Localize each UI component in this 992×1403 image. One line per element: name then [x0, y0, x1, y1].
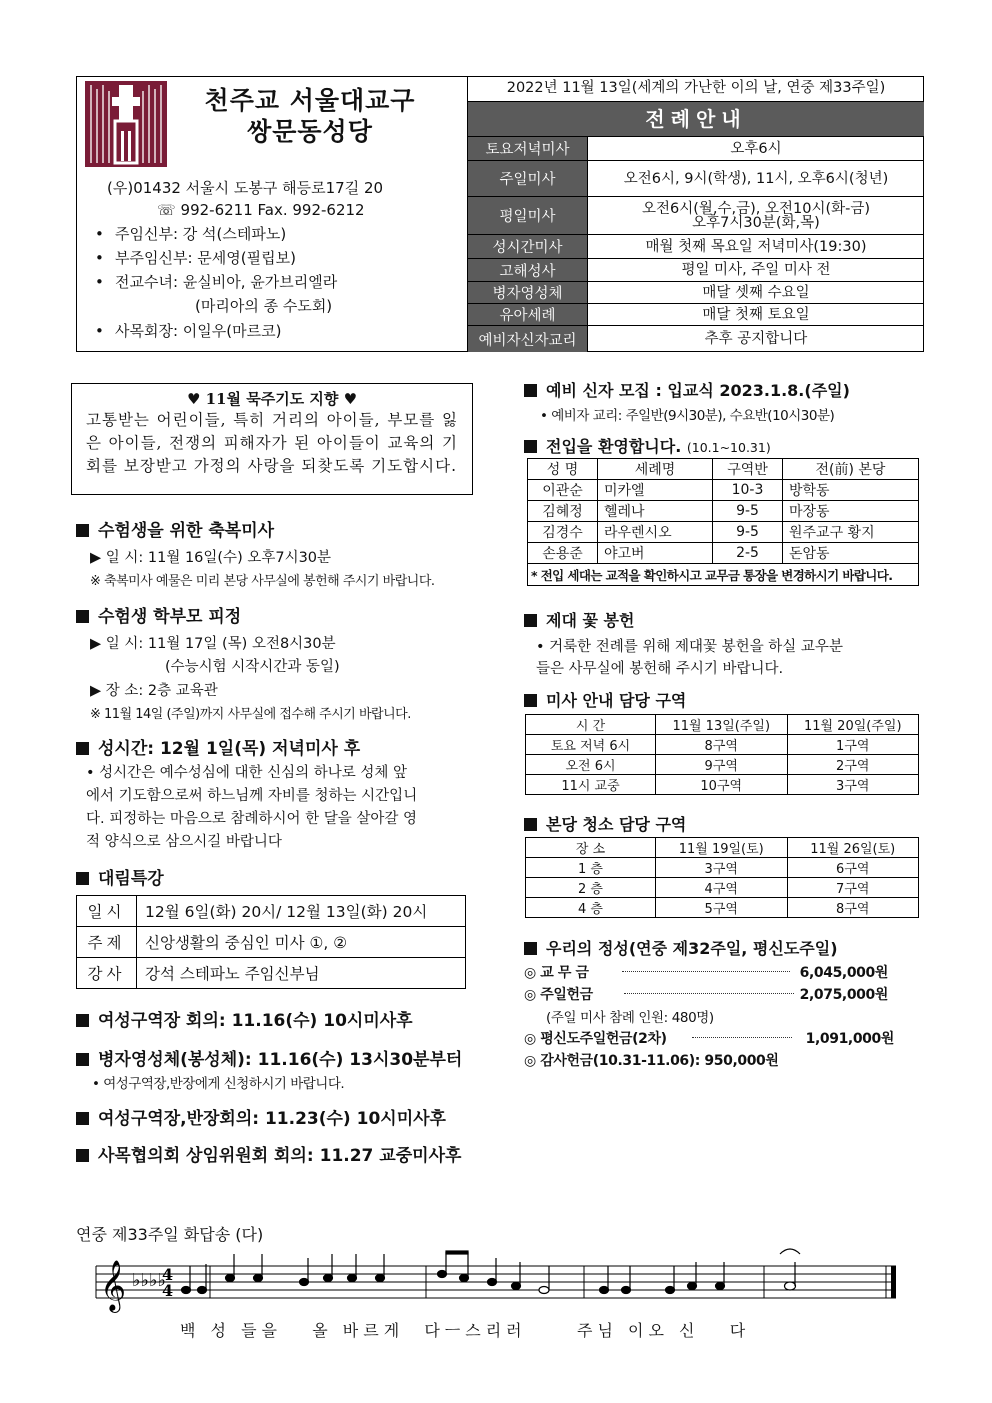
- parents-retreat-time-note: (수능시험 시작시간과 동일): [165, 659, 340, 675]
- square-bullet-icon: [524, 694, 537, 707]
- square-bullet-icon: [76, 1053, 89, 1066]
- newcomers-note: * 전입 세대는 교적을 확인하시고 교무금 통장을 변경하시기 바랍니다.: [528, 564, 919, 586]
- table-row: [528, 564, 919, 586]
- psalm-title: 연중 제33주일 화답송 (다): [76, 1225, 264, 1244]
- table-header-row: 장 소 11월 19일(토) 11월 26일(토): [526, 838, 919, 858]
- svg-text:4: 4: [162, 1265, 174, 1284]
- offering-item: ◎ 평신도주일헌금(2차) 1,091,000원: [524, 1031, 894, 1047]
- square-bullet-icon: [524, 440, 537, 453]
- square-bullet-icon: [76, 742, 89, 755]
- psalm-lyrics: 백 성 들을 올 바르게 다ㅡ스리러 주님 이오 신 다: [180, 1321, 751, 1340]
- rosary-intention-title: ♥ 11월 묵주기도 지향 ♥: [186, 390, 358, 408]
- table-row: 일시 12월 6일(화) 20시/ 12월 13일(화) 20시: [77, 896, 466, 927]
- exam-mass-note: ※ 축복미사 예물은 미리 본당 사무실에 봉헌해 주시기 바랍니다.: [90, 574, 435, 589]
- liturgy-row: 유아세례 매달 첫째 토요일: [468, 303, 924, 325]
- holy-hour-heading: 성시간: 12월 1일(목) 저녁미사 후: [76, 734, 360, 759]
- liturgy-row: 평일미사 오전6시(월,수,금), 오전10시(화-금) 오후7시30분(화,목): [468, 196, 924, 234]
- table-row: 토요 저녁 6시 8구역 1구역: [526, 735, 919, 755]
- table-row: 오전 6시 9구역 2구역: [526, 755, 919, 775]
- square-bullet-icon: [524, 942, 537, 955]
- table-row: 4 층 5구역 8구역: [526, 898, 919, 918]
- offerings-heading: 우리의 정성(연중 제32주일, 평신도주일): [524, 936, 838, 959]
- offering-thanks: ◎ 감사헌금(10.31-11.06): 950,000원: [524, 1053, 779, 1069]
- exam-mass-time: ▶ 일 시: 11월 16일(수) 오후7시30분: [90, 550, 332, 566]
- square-bullet-icon: [524, 614, 537, 627]
- staff-pastor: • 주임신부: 강 석(스테파노): [95, 225, 287, 243]
- notice-sick-communion-sub: • 여성구역장,반장에게 신청하시기 바랍니다.: [92, 1076, 345, 1092]
- table-row: 김경수 라우렌시오 9-5 원주교구 황지: [528, 522, 919, 543]
- newcomers-heading: 전입을 환영합니다. (10.1~10.31): [524, 434, 771, 457]
- church-name-line2: 쌍문동성당: [247, 117, 373, 146]
- rosary-intention-box: [71, 383, 473, 495]
- parents-retreat-note: ※ 11월 14일 (주일)까지 사무실에 접수해 주시기 바랍니다.: [90, 707, 411, 722]
- staff-council-president: • 사목회장: 이일우(마르코): [95, 322, 282, 340]
- staff-sisters: • 전교수녀: 윤실비아, 윤가브리엘라: [95, 273, 338, 291]
- psalm-score: [90, 1248, 910, 1338]
- notice-council-meeting: 사목협의회 상임위원회 회의: 11.27 교중미사후: [76, 1141, 461, 1166]
- square-bullet-icon: [76, 872, 89, 885]
- svg-text:4: 4: [162, 1281, 174, 1300]
- cleaning-table: [525, 837, 919, 918]
- table-row: 김혜정 헬레나 9-5 마장동: [528, 501, 919, 522]
- liturgy-row: 주일미사 오전6시, 9시(학생), 11시, 오후6시(청년): [468, 160, 924, 196]
- notice-leaders-meeting: 여성구역장,반장회의: 11.23(수) 10시미사후: [76, 1104, 446, 1129]
- liturgy-guide: [467, 76, 925, 352]
- staff-sisters-order: (마리아의 종 수도회): [195, 297, 333, 315]
- church-name: [185, 85, 435, 147]
- bulletin-date: 2022년 11월 13일(세계의 가난한 이의 날, 연중 제33주일): [468, 76, 924, 102]
- liturgy-row: 성시간미사 매월 첫째 목요일 저녁미사(19:30): [468, 234, 924, 258]
- table-row: 손용준 야고버 2-5 돈암동: [528, 543, 919, 564]
- catechumen-heading: 예비 신자 모집 : 입교식 2023.1.8.(주일): [524, 378, 850, 401]
- notice-sick-communion: 병자영성체(봉성체): 11.16(수) 13시30분부터: [76, 1045, 462, 1070]
- liturgy-row: 예비자신자교리 추후 공지합니다: [468, 325, 924, 352]
- church-logo: [85, 81, 167, 167]
- altar-flowers-heading: 제대 꽃 봉헌: [524, 608, 634, 631]
- square-bullet-icon: [524, 818, 537, 831]
- offering-item: ◎ 교 무 금 6,045,000원: [524, 965, 888, 981]
- square-bullet-icon: [76, 1014, 89, 1027]
- cleaning-heading: 본당 청소 담당 구역: [524, 812, 686, 835]
- church-phone: ☏ 992-6211 Fax. 992-6212: [157, 201, 365, 219]
- staff-associate: • 부주임신부: 문세영(필립보): [95, 249, 296, 267]
- liturgy-row: 고해성사 평일 미사, 주일 미사 전: [468, 258, 924, 281]
- newcomers-table: [527, 458, 919, 586]
- svg-text:♭♭♭♭: ♭♭♭♭: [132, 1270, 166, 1291]
- holy-hour-text: • 성시간은 예수성심에 대한 신심의 하나로 성체 앞 에서 기도함으로써 하느님께 자비를 청하는 시간입니 다. 피정하는 마음으로 참례하시어 한 달을 살아갈 영 적 양식으로 삼으시길 바랍니다: [86, 765, 418, 850]
- square-bullet-icon: [524, 384, 537, 397]
- church-name-line1: 천주교 서울대교구: [204, 86, 416, 115]
- mass-guide-table: [525, 714, 919, 795]
- music-staff: [90, 1248, 910, 1314]
- table-row: 1 층 3구역 6구역: [526, 858, 919, 878]
- treble-clef-icon: 𝄞: [100, 1260, 127, 1311]
- table-row: 강사 강석 스테파노 주임신부님: [77, 958, 466, 989]
- exam-mass-heading: 수험생을 위한 축복미사: [76, 516, 274, 541]
- table-row: 2 층 4구역 7구역: [526, 878, 919, 898]
- altar-flowers-text: • 거룩한 전례를 위해 제대꽃 봉헌을 하실 교우분 들은 사무실에 봉헌해 주시기 바랍니다.: [536, 639, 843, 677]
- mass-guide-heading: 미사 안내 담당 구역: [524, 688, 686, 711]
- table-row: 11시 교중 10구역 3구역: [526, 775, 919, 795]
- parents-retreat-heading: 수험생 학부모 피정: [76, 602, 241, 627]
- notice-women-leaders: 여성구역장 회의: 11.16(수) 10시미사후: [76, 1006, 413, 1031]
- table-row: 주제 신앙생활의 중심인 미사 ①, ②: [77, 927, 466, 958]
- offering-attendance: (주일 미사 참례 인원: 480명): [546, 1010, 714, 1026]
- rosary-intention-body: 고통받는 어린이들, 특히 거리의 아이들, 부모를 잃은 아이들, 전쟁의 피해자가 된 아이들이 교육의 기회를 보장받고 가정의 사랑을 되찾도록 기도합시다.: [86, 411, 458, 475]
- table-row: 이관순 미카엘 10-3 방학동: [528, 480, 919, 501]
- table-header-row: 시 간 11월 13일(주일) 11월 20일(주일): [526, 715, 919, 735]
- square-bullet-icon: [76, 1112, 89, 1125]
- liturgy-guide-title: 전례안내: [468, 102, 924, 136]
- church-address: (우)01432 서울시 도봉구 해등로17길 20: [107, 179, 384, 197]
- liturgy-row: 병자영성체 매달 셋째 수요일: [468, 281, 924, 303]
- parents-retreat-time: ▶ 일 시: 11월 17일 (목) 오전8시30분: [90, 636, 336, 652]
- square-bullet-icon: [76, 610, 89, 623]
- parents-retreat-place: ▶ 장 소: 2층 교육관: [90, 683, 218, 699]
- advent-lecture-heading: 대림특강: [76, 864, 164, 889]
- liturgy-row: 토요저녁미사 오후6시: [468, 136, 924, 160]
- offering-item: ◎ 주일헌금 2,075,000원: [524, 987, 888, 1003]
- square-bullet-icon: [76, 524, 89, 537]
- table-header-row: 성 명 세례명 구역반 전(前) 본당: [528, 459, 919, 480]
- bulletin-header: [76, 76, 924, 352]
- offerings-list: [524, 962, 894, 1072]
- square-bullet-icon: [76, 1149, 89, 1162]
- catechumen-classes: • 예비자 교리: 주일반(9시30분), 수요반(10시30분): [540, 408, 835, 424]
- advent-lecture-table: [76, 895, 466, 989]
